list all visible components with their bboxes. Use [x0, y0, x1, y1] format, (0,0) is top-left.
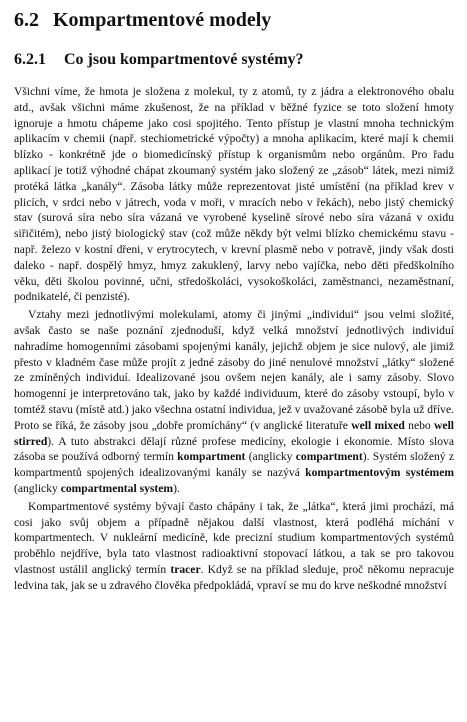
document-page — [14, 8, 454, 596]
section-number: 6.2 — [14, 9, 39, 31]
section-heading — [14, 8, 454, 32]
text-run: (anglicky — [14, 481, 61, 495]
text-run: ). A tuto abstrakci dělají různé profese medicíny, ekologie i ekonomie. Místo slova zásoba se používá odborný termín — [14, 434, 454, 464]
text-run: . Když se na příklad sleduje, proč někomu nepracuje ledvina tak, jak se u zdravého člověka předpokládá, vpraví se mu do krve neškodné množství — [14, 562, 455, 592]
subsection-title: Co jsou kompartmentové systémy? — [64, 51, 304, 68]
bold-term: tracer — [170, 562, 201, 576]
bold-term: compartment — [295, 450, 363, 464]
bold-term: well stirred — [14, 418, 455, 448]
text-run: nebo — [404, 418, 435, 432]
bold-term: kompartment — [177, 450, 246, 464]
text-run: (anglicky — [245, 450, 296, 464]
bold-term: compartmental system — [60, 481, 174, 495]
bold-term: kompartmentovým systémem — [305, 466, 454, 480]
text-run: ). — [173, 481, 180, 495]
section-title: Kompartmentové modely — [53, 9, 272, 31]
paragraph-3 — [14, 499, 454, 594]
subsection-heading — [14, 50, 454, 70]
text-run: Všichni víme, že hmota je složena z molekul, ty z atomů, ty z jádra a elektronového obalu atd., avšak všichni máme zkušenost, že na příklad v běžné fyzice se toto složení hmoty ignoruje a hmotu chápeme jako cosi spojitého. Tento přístup je vlastní mnoha technickým aplikacím v chemii (např. stechiometrické výpočty) a mnoha aplikacím, které mají k chemii blízko - konkrétně jde o biomedicínský přístup k organismům nebo orgánům. Pro řadu aplikací je totiž výhodné chápat zkoumaný systém jako složený ze „zásob“ látek, mezi nimiž protéká látka „kanály“. Zásoba látky může reprezentovat jisté umístění (na příklad krev v plicích, v srdci nebo v játrech, voda v moři, v mracích nebo v řekách), nebo jistý chemický stav (surová síra nebo síra vázaná ve vyrobené kyselině sírové nebo síra vázaná v oxidu siřičitém), nebo jistý biologický stav (což může někdy být velmi blízko chemickému stavu - např. železo v kostní dřeni, v erytrocytech, v krevní plasmě nebo v potravě, jindy však dosti daleko - např. dospělý hmyz, hmyz zakuklený, larvy nebo vajíčka, nebo děti předškolního věku, děti školou povinné, učni, středoškoláci, vysokoškoláci, zaměstnanci, nezaměstnaní, podnikatelé, či penzisté). — [14, 85, 454, 304]
text-run: Kompartmentové systémy bývají často chápány i tak, že „látka“, která jimi prochází, má cosi jako svůj objem a případně nějakou další vlastnost, která podléhá míchání v kompartmentech. V nukleární medicíně, kde precizní studium kompartmentových systémů proběhlo nejdříve, byla tato vlastnost radioaktivní stopovací látkou, a tak se pro takovou vlastnost ustálil anglický termín — [14, 499, 454, 576]
bold-term: well mixed — [351, 418, 405, 432]
text-run: ). Systém složený z kompartmentů spojených idealizovanými kanály se nazývá — [14, 450, 454, 480]
paragraph-2 — [14, 307, 454, 497]
text-run: Vztahy mezi jednotlivými molekulami, atomy či jinými „individui“ jsou velmi složité, avšak často se naše poznání zjednoduší, když velká množství jednotlivých individuí nahradíme homogenními zásobami spojenými kanály, jejichž objem je sice nulový, ale jimiž přesto v kladném čase může projít z jedné zásoby do jiné nenulové množství „látky“ složené ze zmíněných individuí. Idealizované jsou ovšem nejen kanály, ale i samy zásoby. Slovo homogenní je interpretováno tak, jako by každé individuum, které do zásoby vstoupí, bylo v tomtéž stavu (místě atd.) jako všechna ostatní individua, jež v uvažované zásobě byla už dříve. Proto se říká, že zásoby jsou „dobře promíchány“ (v anglické literatuře — [14, 308, 454, 432]
subsection-number: 6.2.1 — [14, 51, 46, 68]
paragraph-1 — [14, 84, 454, 305]
